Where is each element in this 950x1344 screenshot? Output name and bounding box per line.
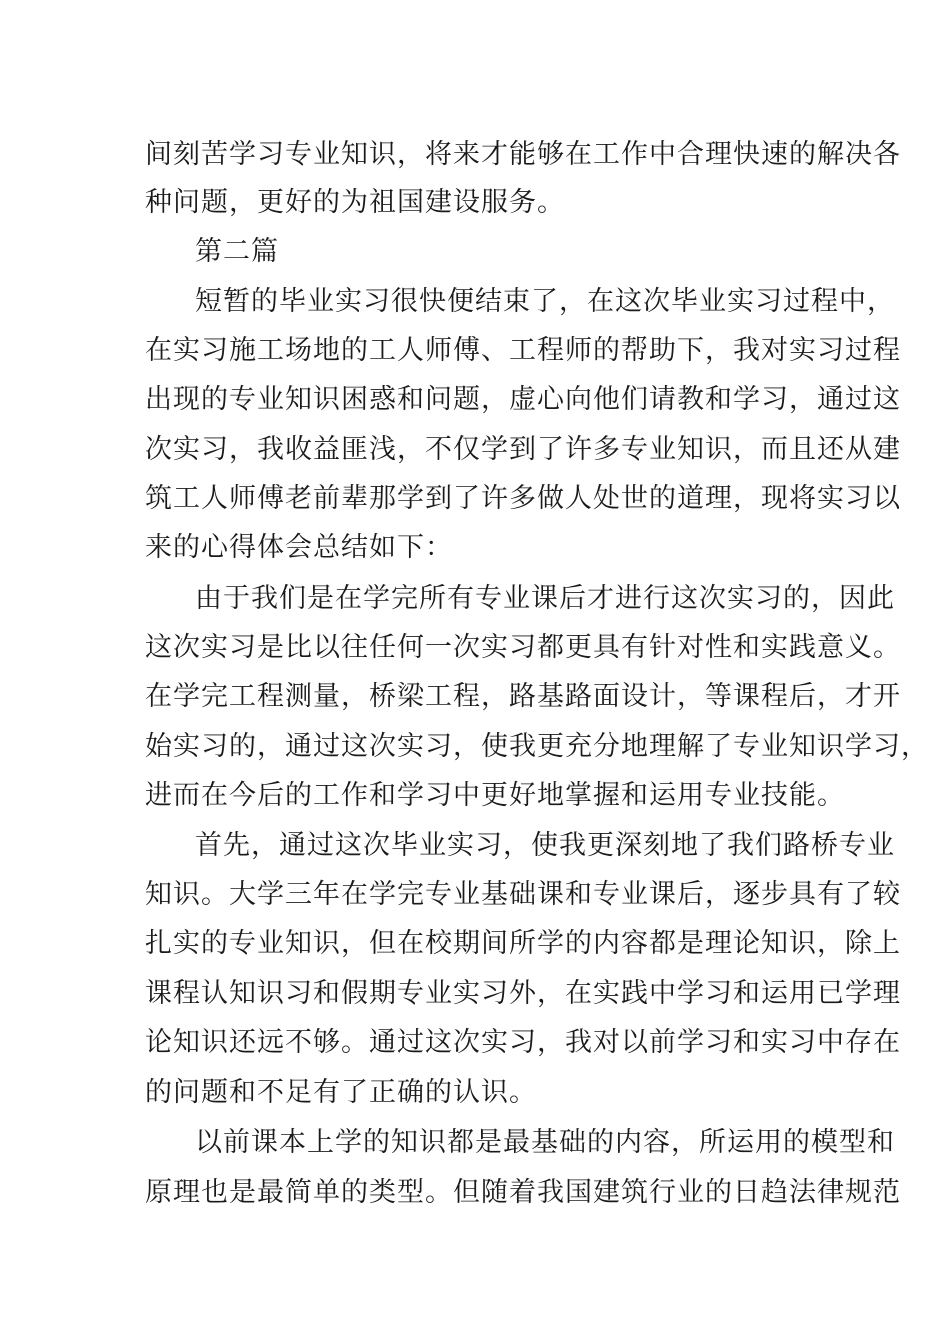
text-line: 知识。大学三年在学完专业基础课和专业课后，逐步具有了较 (145, 879, 901, 910)
text-line: 出现的专业知识困惑和问题，虚心向他们请教和学习，通过这 (145, 384, 901, 415)
text-line: 原理也是最简单的类型。但随着我国建筑行业的日趋法律规范 (145, 1177, 901, 1208)
text-line: 次实习，我收益匪浅，不仅学到了许多专业知识，而且还从建 (145, 434, 901, 465)
text-line: 筑工人师傅老前辈那学到了许多做人处世的道理，现将实习以 (145, 483, 901, 514)
text-line: 课程认知识习和假期专业实习外，在实践中学习和运用已学理 (145, 978, 901, 1009)
text-line: 论知识还远不够。通过这次实习，我对以前学习和实习中存在 (145, 1027, 901, 1058)
text-line: 由于我们是在学完所有专业课后才进行这次实习的，因此 (195, 583, 895, 614)
text-line: 扎实的专业知识，但在校期间所学的内容都是理论知识，除上 (145, 928, 901, 959)
text-line: 首先，通过这次毕业实习，使我更深刻地了我们路桥专业 (195, 830, 895, 861)
text-line: 以前课本上学的知识都是最基础的内容，所运用的模型和 (195, 1127, 895, 1158)
text-line: 间刻苦学习专业知识，将来才能够在工作中合理快速的解决各 (145, 139, 901, 170)
text-line: 来的心得体会总结如下： (145, 532, 453, 563)
text-line: 始实习的，通过这次实习，使我更充分地理解了专业知识学习， (145, 731, 929, 762)
text-line: 的问题和不足有了正确的认识。 (145, 1077, 537, 1108)
text-line: 在实习施工场地的工人师傅、工程师的帮助下，我对实习过程 (145, 335, 901, 366)
text-line: 这次实习是比以往任何一次实习都更具有针对性和实践意义。 (145, 632, 901, 663)
text-line: 进而在今后的工作和学习中更好地掌握和运用专业技能。 (145, 780, 845, 811)
text-line: 在学完工程测量，桥梁工程，路基路面设计，等课程后，才开 (145, 681, 901, 712)
text-line: 种问题，更好的为祖国建设服务。 (145, 187, 565, 218)
text-line: 短暂的毕业实习很快便结束了，在这次毕业实习过程中， (195, 286, 895, 317)
section-heading: 第二篇 (195, 236, 279, 267)
